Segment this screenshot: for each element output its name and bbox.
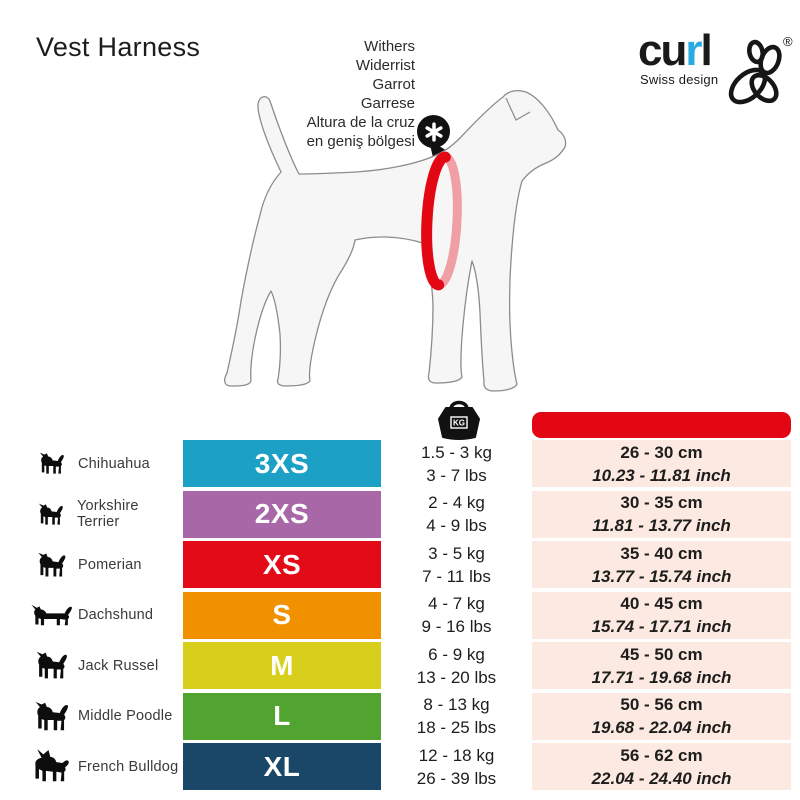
girth-cell <box>532 592 791 639</box>
girth-cell <box>532 440 791 487</box>
size-bar <box>183 440 381 487</box>
girth-inch: 22.04 - 24.40 inch <box>591 768 732 788</box>
dachshund-icon <box>26 603 78 627</box>
size-label: S <box>272 599 292 630</box>
girth-inch: 13.77 - 15.74 inch <box>591 566 732 586</box>
yorkshire-terrier-icon <box>26 501 77 528</box>
breed-label: Dachshund <box>78 607 154 623</box>
pomerian-icon <box>26 552 78 578</box>
weight-kg: 2 - 4 kg <box>428 493 485 512</box>
weight-cell <box>381 440 532 487</box>
size-label: 2XS <box>254 498 310 529</box>
weight-cell <box>381 592 532 639</box>
girth-header-bar <box>532 412 791 438</box>
girth-cell <box>532 693 791 740</box>
weight-cell <box>381 541 532 588</box>
breed-cell <box>0 743 183 790</box>
weight-cell <box>381 491 532 538</box>
withers-label-it: Garrese <box>360 95 415 112</box>
girth-cell <box>532 743 791 790</box>
jack-russel-icon <box>26 651 78 680</box>
weight-lbs: 9 - 16 lbs <box>421 617 492 636</box>
table-row <box>0 491 791 538</box>
breed-label: Yorkshire Terrier <box>76 498 139 530</box>
breed-label: Jack Russel <box>78 657 159 674</box>
registered-mark: ® <box>783 34 793 49</box>
weight-cell <box>381 743 532 790</box>
breed-label: Chihuahua <box>78 455 150 472</box>
withers-label-de: Widerrist <box>355 57 415 74</box>
size-bar <box>183 541 381 588</box>
weight-cell <box>381 642 532 689</box>
girth-cm: 40 - 45 cm <box>620 594 703 613</box>
weight-lbs: 26 - 39 lbs <box>416 768 497 788</box>
flower-loop-icon <box>726 34 788 113</box>
withers-label-en: Withers <box>364 38 415 55</box>
girth-inch: 19.68 - 22.04 inch <box>591 718 732 737</box>
weight-lbs: 18 - 25 lbs <box>416 718 497 737</box>
girth-inch: 17.71 - 19.68 inch <box>591 667 732 687</box>
middle-poodle-icon <box>26 701 78 732</box>
girth-inch: 11.81 - 13.77 inch <box>592 516 731 535</box>
size-bar <box>183 592 381 639</box>
girth-cm: 35 - 40 cm <box>620 543 703 563</box>
breed-cell <box>0 541 183 588</box>
breed-label: French Bulldog <box>78 758 179 775</box>
table-row <box>0 693 791 740</box>
breed-cell <box>0 491 183 538</box>
table-row <box>0 743 791 790</box>
brand-accent-letter: r <box>685 26 701 75</box>
table-row <box>0 440 791 487</box>
brand-wordmark: curl <box>638 26 711 75</box>
table-row <box>0 592 791 639</box>
size-label: L <box>273 700 291 731</box>
weight-kg: 1.5 - 3 kg <box>421 442 492 462</box>
withers-label-tr: en geniş bölgesi <box>306 133 415 150</box>
kg-label: KG <box>453 418 465 428</box>
french-bulldog-icon <box>26 749 78 784</box>
brand-tagline: Swiss design <box>640 72 719 87</box>
size-bar <box>183 743 381 790</box>
breed-cell <box>0 592 183 639</box>
weight-lbs: 3 - 7 lbs <box>426 465 487 485</box>
weight-kg: 8 - 13 kg <box>423 695 490 714</box>
weight-kg: 6 - 9 kg <box>428 644 485 664</box>
table-row <box>0 541 791 588</box>
brand-logo <box>638 26 798 116</box>
size-bar <box>183 693 381 740</box>
table-row <box>0 642 791 689</box>
girth-cell <box>532 642 791 689</box>
girth-cm: 26 - 30 cm <box>620 442 703 462</box>
girth-inch: 15.74 - 17.71 inch <box>591 617 732 636</box>
size-label: M <box>270 649 294 681</box>
weight-lbs: 13 - 20 lbs <box>416 667 497 687</box>
size-bar <box>183 642 381 689</box>
girth-cell <box>532 541 791 588</box>
size-table <box>0 440 791 790</box>
size-label: XS <box>262 548 302 580</box>
girth-cm: 45 - 50 cm <box>620 644 703 664</box>
girth-inch: 10.23 - 11.81 inch <box>592 465 731 485</box>
dog-illustration <box>220 85 580 420</box>
size-bar <box>183 491 381 538</box>
breed-cell <box>0 693 183 740</box>
page-title: Vest Harness <box>36 32 201 62</box>
girth-cm: 50 - 56 cm <box>620 695 703 714</box>
chihuahua-icon <box>26 452 78 475</box>
weight-lbs: 7 - 11 lbs <box>422 566 491 586</box>
withers-label-es: Altura de la cruz <box>306 114 415 131</box>
size-label: 3XS <box>254 447 310 479</box>
size-label: XL <box>263 750 301 782</box>
girth-cm: 56 - 62 cm <box>620 745 703 765</box>
breed-cell <box>0 440 183 487</box>
breed-label: Pomerian <box>78 556 142 573</box>
weight-kg: 12 - 18 kg <box>418 745 495 765</box>
withers-label-fr: Garrot <box>372 76 415 93</box>
weight-kg: 3 - 5 kg <box>428 543 485 563</box>
breed-label: Middle Poodle <box>78 708 173 724</box>
weight-cell <box>381 693 532 740</box>
girth-cell <box>532 491 791 538</box>
weight-kg: 4 - 7 kg <box>428 594 485 613</box>
weight-lbs: 4 - 9 lbs <box>426 516 487 535</box>
breed-cell <box>0 642 183 689</box>
dog-silhouette <box>225 91 566 391</box>
girth-cm: 30 - 35 cm <box>620 493 703 512</box>
